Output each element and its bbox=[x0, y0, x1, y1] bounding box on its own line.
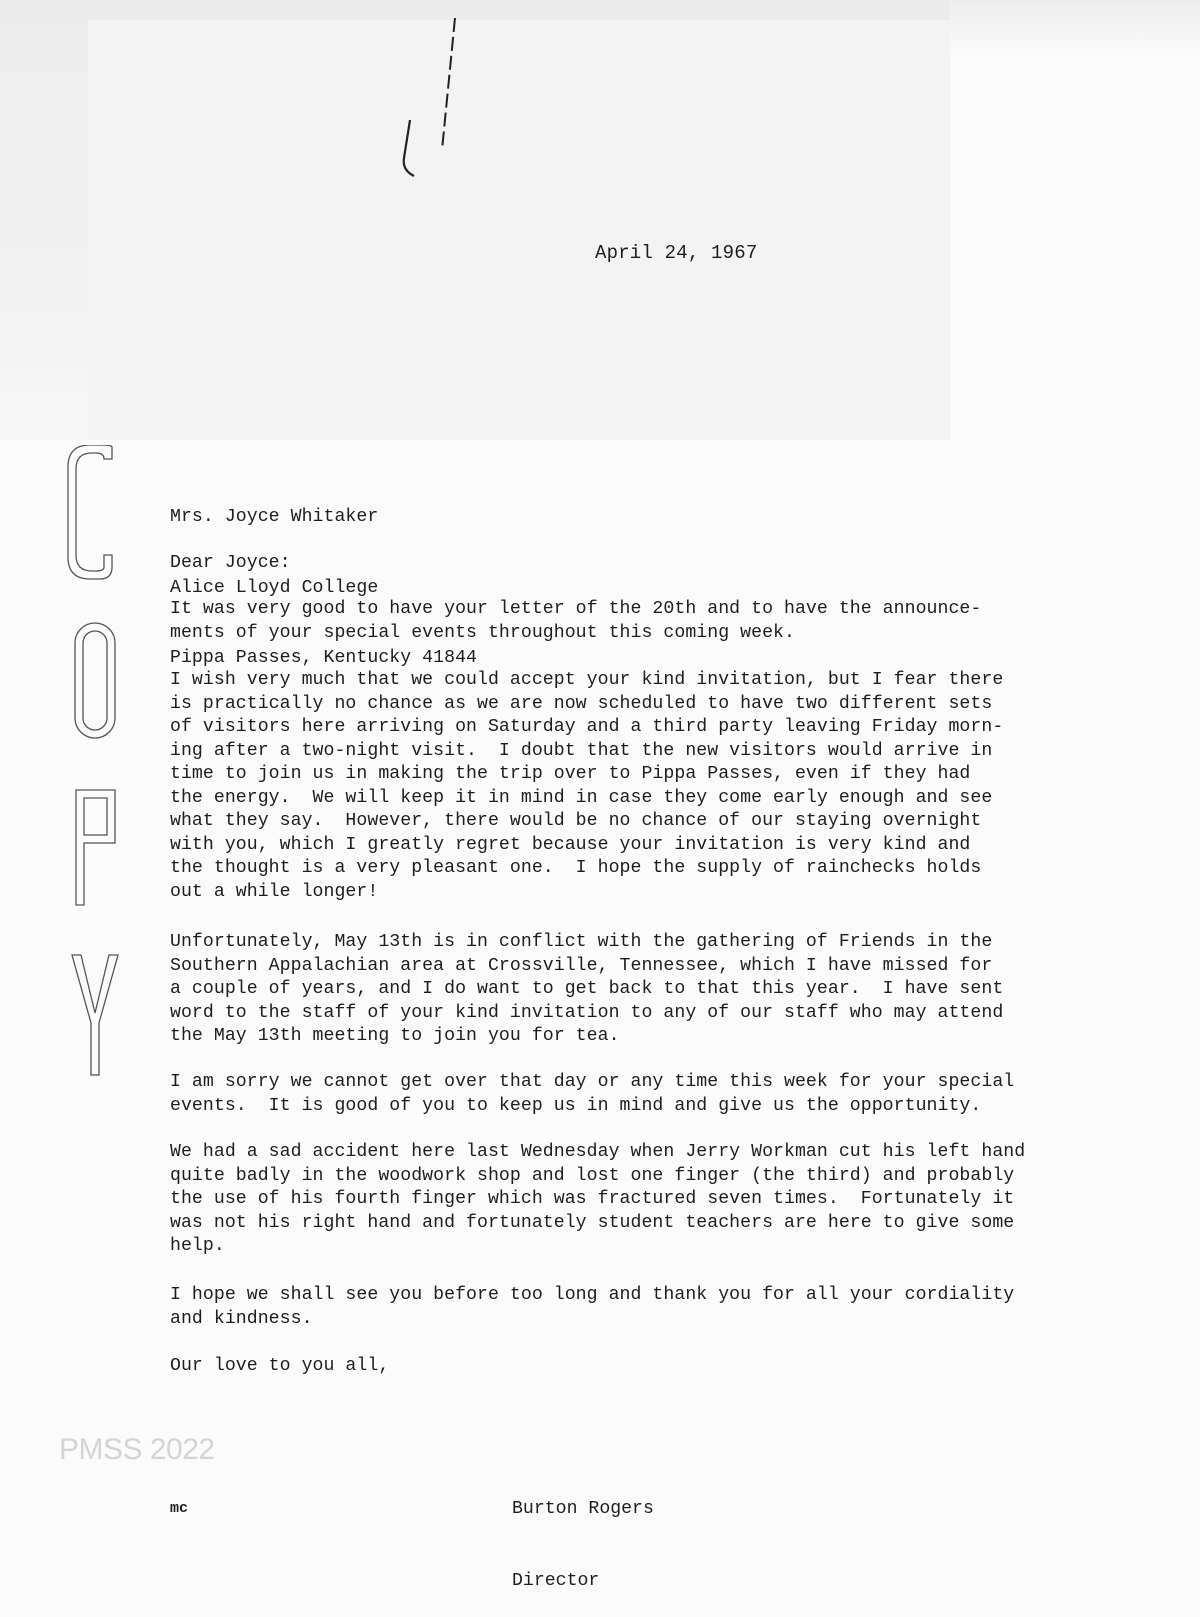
paragraph-accident: We had a sad accident here last Wednesday when Jerry Workman cut his left hand quite badly in the woodwork shop and lost one finger (the third) and probably the use of his fourth finger which was fractured seven times. Fortunately it was not his right hand and fortunately student teachers are here to give some help. bbox=[170, 1142, 1026, 1256]
salutation: Dear Joyce: bbox=[170, 553, 291, 573]
stamp-letter-o bbox=[75, 623, 115, 738]
typist-initials: mc bbox=[170, 1500, 189, 1517]
paperclip-mark-icon bbox=[380, 10, 460, 180]
stamp-letter-y bbox=[72, 955, 118, 1075]
paragraph-may-13th: Unfortunately, May 13th is in conflict with the gathering of Friends in the Southern Appalachian area at Crossville, Tennessee, which I have missed for a couple of years, and I do want to get back to that this year. I have sent word to the staff of your kind invitation to any of our staff who may attend the May 13th meeting to join you for tea. bbox=[170, 932, 1004, 1046]
signature-block bbox=[512, 1449, 654, 1617]
watermark: PMSS 2022 bbox=[59, 1433, 215, 1466]
recipient-institution: Alice Lloyd College bbox=[170, 577, 379, 598]
paragraph-thanks: It was very good to have your letter of the 20th and to have the announce- ments of your special events throughout this coming week. bbox=[170, 599, 982, 643]
paragraph-hope: I hope we shall see you before too long and thank you for all your cordiality and kindness. bbox=[170, 1285, 1015, 1329]
signature-name: Burton Rogers bbox=[512, 1499, 654, 1519]
stamp-letter-c bbox=[68, 445, 112, 579]
recipient-name: Mrs. Joyce Whitaker bbox=[170, 507, 379, 527]
letter-date: April 24, 1967 bbox=[595, 242, 758, 264]
recipient-city: Pippa Passes, Kentucky 41844 bbox=[170, 648, 477, 668]
paragraph-regret: I am sorry we cannot get over that day or any time this week for your special events. It is good of you to keep us in mind and give us the opportunity. bbox=[170, 1072, 1015, 1116]
photocopy-shadow-right bbox=[950, 0, 1200, 60]
copy-stamp bbox=[60, 445, 130, 1085]
paragraph-invitation: I wish very much that we could accept your kind invitation, but I fear there is practically no chance as we are now scheduled to have two different sets of visitors here arriving on Saturday and a third party leaving Friday morn- ing after a two-night visit. I doubt that the new visitors would arrive in time to join us in making the trip over to Pippa Passes, even if they had the energy. We will keep it in mind in case they come early enough and see what they say. However, there would be no chance of our staying overnight with you, which I greatly regret because your invitation is very kind and the thought is a very pleasant one. I hope the supply of rainchecks holds out a while longer! bbox=[170, 670, 1004, 902]
stamp-letter-p bbox=[76, 790, 115, 905]
photocopy-shadow-inner bbox=[88, 20, 950, 440]
closing: Our love to you all, bbox=[170, 1356, 390, 1376]
signature-title: Director bbox=[512, 1571, 600, 1591]
recipient-address bbox=[170, 459, 477, 694]
